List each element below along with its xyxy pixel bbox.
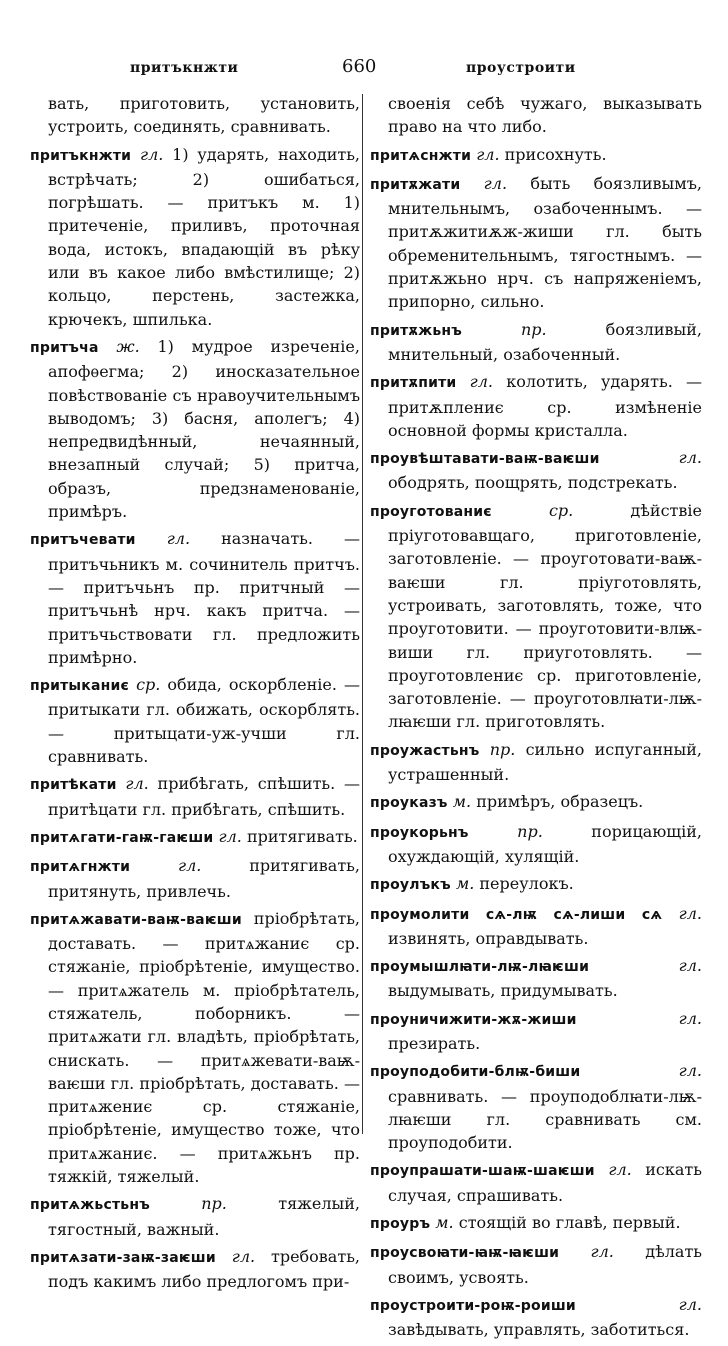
entry-definition: назначать. — притъчьникъ м. сочинитель притчъ. — притъчьнъ пр. притчный — притъчьнѣ нрч. какъ притча. — притъчьствовати гл. предложить примѣрно. <box>48 529 360 667</box>
dictionary-entry <box>370 902 702 951</box>
dictionary-entry <box>370 499 702 734</box>
entry-definition: боязливый, мнительный, озабоченный. <box>388 319 702 364</box>
entry-headword: проустроити-роѭ-роиши <box>370 1297 576 1314</box>
dictionary-entry <box>370 872 702 897</box>
entry-headword: проуподобити-блѭ-биши <box>370 1064 581 1081</box>
entry-definition: тяжелый, тягостный, важный. <box>48 1194 360 1239</box>
entry-definition: притягивать. <box>246 826 358 846</box>
dictionary-entry <box>370 954 702 1003</box>
entry-definition: обида, оскорбленіе. — притыкати гл. обижать, оскорблять. — притыцати-уж-учши гл. сравнивать. <box>48 675 360 767</box>
entry-headword: притѧгнжти <box>30 859 131 876</box>
dictionary-entry <box>370 1158 702 1207</box>
entry-grammar-label: гл. <box>476 144 500 164</box>
entry-definition: выдумывать, придумывать. <box>388 981 618 1001</box>
entry-headword: проумолити сѧ-лѭ сѧ-лиши сѧ <box>370 906 663 923</box>
entry-grammar-label: гл. <box>590 1242 614 1262</box>
entry-headword: притъкнжти <box>30 147 132 164</box>
entry-definition: притягивать, притянуть, привлечь. <box>48 856 360 901</box>
dictionary-entry <box>30 335 360 523</box>
entry-headword: проуничижити-жѫ-жиши <box>370 1011 577 1028</box>
entry-grammar-label: ср. <box>548 500 574 520</box>
entry-headword: притѧжьстьнъ <box>30 1197 150 1214</box>
left-column <box>30 92 360 1298</box>
entry-headword: притъча <box>30 339 99 356</box>
dictionary-entry <box>370 1240 702 1289</box>
entry-headword: притѣкати <box>30 777 117 794</box>
entry-headword: проулъкъ <box>370 877 451 894</box>
header-first-word: притъкнжти <box>130 60 239 76</box>
entry-grammar-label: м. <box>452 792 472 812</box>
entry-headword: притыканиє <box>30 678 130 695</box>
entry-grammar-label: гл. <box>177 856 202 876</box>
dictionary-entry <box>370 1211 702 1236</box>
dictionary-entry <box>370 1007 702 1056</box>
entry-definition: 1) ударять, находить, встрѣчать; 2) ошибаться, погрѣшать. — притъкъ м. 1) притеченіе, приливъ, проточная вода, истокъ, впадающій въ рѣку или въ какое либо вмѣстилище; 2) кольцо, перстень, застежка, крючекъ, шпилька. <box>48 144 360 329</box>
entry-headword: притѧжавати-ваѭ-ваѥши <box>30 911 242 928</box>
entry-definition: извинять, оправдывать. <box>388 928 589 948</box>
dictionary-entry <box>30 1245 360 1294</box>
entry-definition: ободрять, поощрять, подстрекать. <box>388 473 678 493</box>
entry-grammar-label: пр. <box>489 739 516 759</box>
entry-definition: сравнивать. — проуподоблꙗти-лѭ-лꙗѥши гл. сравнивать см. проуподобити. <box>388 1086 702 1153</box>
entry-headword: проужастьнъ <box>370 742 480 759</box>
dictionary-entry <box>370 92 702 139</box>
dictionary-entry <box>370 738 702 787</box>
entry-definition: переулокъ. <box>479 874 574 894</box>
entry-definition: своенія себѣ чужаго, выказывать право на что либо. <box>388 94 702 137</box>
entry-headword: притъчевати <box>30 532 136 549</box>
entry-grammar-label: гл. <box>125 774 149 794</box>
dictionary-entry <box>30 527 360 669</box>
running-header <box>0 54 728 84</box>
entry-headword: проуказъ <box>370 795 448 812</box>
entry-grammar-label: гл. <box>139 144 164 164</box>
entry-definition: примѣръ, образецъ. <box>476 792 644 812</box>
entry-definition: презирать. <box>388 1033 481 1053</box>
entry-definition: присохнуть. <box>504 144 607 164</box>
entry-headword: проусвоꙗти-ꙗѭ-ꙗѥши <box>370 1245 560 1262</box>
entry-definition: дѣлать своимъ, усвоять. <box>388 1242 702 1287</box>
entry-grammar-label: гл. <box>678 1294 702 1314</box>
entry-grammar-label: гл. <box>218 826 242 846</box>
column-divider <box>362 94 363 1134</box>
dictionary-entry <box>370 446 702 495</box>
entry-grammar-label: ср. <box>136 675 161 695</box>
entry-grammar-label: гл. <box>678 1008 702 1028</box>
entry-grammar-label: гл. <box>608 1160 632 1180</box>
entry-definition: завѣдывать, управлять, заботиться. <box>388 1320 690 1340</box>
dictionary-entry <box>30 1192 360 1241</box>
dictionary-entry <box>370 143 702 168</box>
entry-grammar-label: гл. <box>678 956 702 976</box>
right-column <box>370 92 702 1346</box>
entry-definition: быть боязливымъ, мнительнымъ, озабоченнымъ. — притѫжитиѫж-жиши гл. быть обременительнымъ, тягостнымъ. — притѫжьно нрч. съ напряженіемъ, припорно, сильно. <box>388 173 702 312</box>
dictionary-entry <box>30 907 360 1189</box>
entry-headword: притѫжати <box>370 176 461 193</box>
entry-grammar-label: гл. <box>231 1246 256 1266</box>
dictionary-entry <box>370 370 702 442</box>
entry-headword: притѫпити <box>370 375 457 392</box>
entry-headword: проупрашати-шаѭ-шаѥши <box>370 1163 595 1180</box>
entry-definition: колотить, ударять. — притѫплениє ср. измѣненіе основной формы кристалла. <box>388 372 702 440</box>
dictionary-entry <box>30 854 360 903</box>
entry-definition: требовать, подъ какимъ либо предлогомъ при- <box>48 1246 360 1292</box>
entry-definition: 1) мудрое изреченіе, апофѳегма; 2) иносказательное повѣствованіе съ нравоучительнымъ выводомъ; 3) басня, аполегъ; 4) непредвидѣнный, нечаянный, внезапный случай; 5) притча, образъ, предзнаменованіе, примѣръ. <box>48 336 360 522</box>
entry-definition: искать случая, спрашивать. <box>388 1160 702 1205</box>
entry-headword: притѧзати-заѭ-заѥши <box>30 1249 216 1266</box>
entry-definition: порицающій, охуждающій, хулящій. <box>388 821 702 866</box>
entry-grammar-label: гл. <box>166 529 191 549</box>
dictionary-entry <box>30 772 360 821</box>
dictionary-entry <box>370 1293 702 1342</box>
entry-grammar-label: гл. <box>678 1061 702 1081</box>
entry-grammar-label: гл. <box>678 903 702 923</box>
header-last-word: проустроити <box>466 60 576 76</box>
dictionary-entry <box>370 820 702 869</box>
entry-definition: пріобрѣтать, доставать. — притѧжаниє ср. стяжаніе, пріобрѣтеніе, имущество. — притѧжатель м. пріобрѣтатель, стяжатель, поборникъ. — притѧжати гл. владѣть, пріобрѣтать, снискать. — притѧжевати-ваѭ-ваѥши гл. пріобрѣтать, доставать. — притѧжениє ср. стяжаніе, пріобрѣтеніе, имущество тоже, что притѧжаниє. — притѧжьнъ пр. тяжкій, тяжелый. <box>48 908 360 1187</box>
dictionary-entry <box>370 318 702 367</box>
entry-headword: проукорьнъ <box>370 824 469 841</box>
entry-definition: стоящій во главѣ, первый. <box>458 1213 681 1233</box>
entry-headword: проумышлꙗти-лѭ-лꙗѥши <box>370 959 590 976</box>
entry-headword: проуръ <box>370 1216 431 1233</box>
entry-grammar-label: гл. <box>678 448 702 468</box>
entry-grammar-label: пр. <box>517 821 543 841</box>
dictionary-entry <box>30 92 360 139</box>
entry-headword: проуготованиє <box>370 503 492 520</box>
page-number: 660 <box>342 56 377 77</box>
entry-grammar-label: пр. <box>520 319 547 339</box>
entry-definition: прибѣгать, спѣшить. — притѣцати гл. прибѣгать, спѣшить. <box>48 774 360 819</box>
entry-headword: притѧснжти <box>370 147 472 164</box>
entry-grammar-label: пр. <box>201 1194 227 1214</box>
dictionary-entry <box>370 172 702 314</box>
dictionary-entry <box>30 825 360 850</box>
dictionary-entry <box>370 790 702 815</box>
entry-headword: притѧгати-гаѭ-гаѥши <box>30 829 214 846</box>
entry-grammar-label: гл. <box>483 173 508 193</box>
entry-definition: дѣйствіе пріуготовавщаго, приготовленіе, заготовленіе. — проуготовати-ваѭ-ваѥши гл. пріуготовлять, устроивать, заготовлять, тоже, что проуготовити. — проуготовити-влѭ-виши гл. приуготовлять. — проуготовлениє ср. приготовленіе, заготовленіе. — проуготовлꙗти-лѭ-лꙗѥши гл. приготовлять. <box>388 500 702 732</box>
entry-grammar-label: м. <box>455 874 475 894</box>
entry-grammar-label: гл. <box>469 372 494 392</box>
dictionary-entry <box>30 673 360 768</box>
dictionary-entry <box>370 1059 702 1154</box>
entry-grammar-label: м. <box>435 1213 454 1233</box>
entry-headword: притѫжьнъ <box>370 322 463 339</box>
entry-grammar-label: ж. <box>116 336 140 356</box>
entry-definition: вать, приготовить, установить, устроить, соединять, сравнивать. <box>48 94 360 137</box>
entry-definition: сильно испуганный, устрашенный. <box>388 739 703 785</box>
dictionary-entry <box>30 143 360 331</box>
entry-headword: проувѣштавати-ваѭ-ваѥши <box>370 451 600 468</box>
